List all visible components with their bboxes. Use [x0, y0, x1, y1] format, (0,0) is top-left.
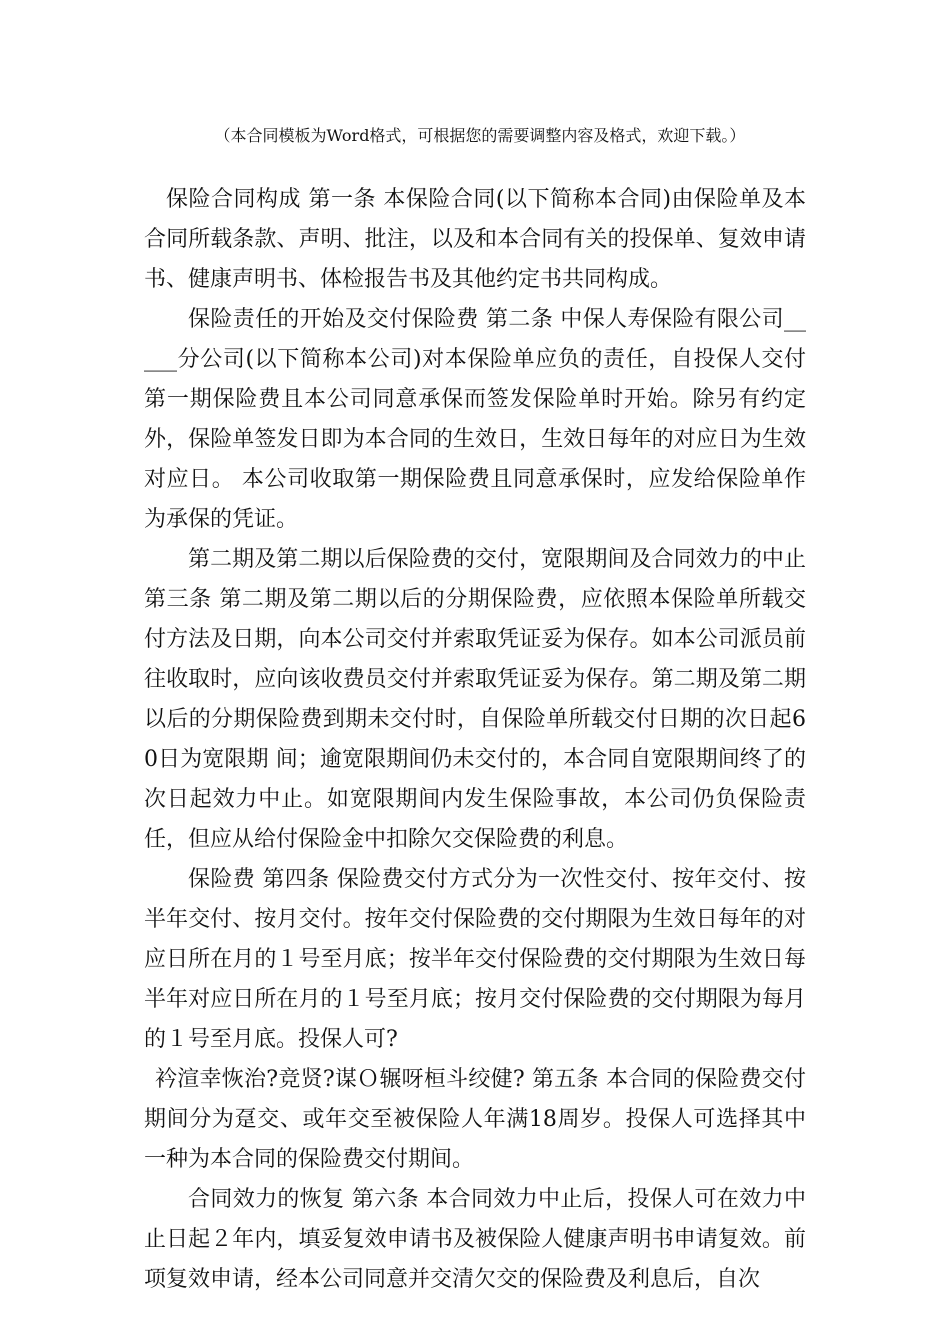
paragraph-liability-start: 保险责任的开始及交付保险费 第二条 中保人寿保险有限公司_____分公司(以下简称本公司)对本保险单应负的责任，自投保人交付第一期保险费且本公司同意承保而签发保险单时开始。除另有约定外，保险单签发日即为本合同的生效日，生效日每年的对应日为生效对应日。 本公司收取第一期保险费且同意承保时，应发给保险单作为承保的凭证。 — [144, 307, 806, 532]
contract-body — [144, 180, 806, 1300]
paragraph-reinstatement: 合同效力的恢复 第六条 本合同效力中止后，投保人可在效力中止日起２年内，填妥复效申请书及被保险人健康声明书申请复效。前项复效申请，经本公司同意并交清欠交的保险费及利息后，自次 — [144, 1187, 806, 1292]
paragraph-grace-period: 第二期及第二期以后保险费的交付，宽限期间及合同效力的中止 第三条 第二期及第二期以后的分期保险费，应依照本保险单所载交付方法及日期，向本公司交付并索取凭证妥为保存。如本公司派员前往收取时，应向该收费员交付并索取凭证妥为保存。第二期及第二期以后的分期保险费到期未交付时，自保险单所载交付日期的次日起60日为宽限期 间；逾宽限期间仍未交付的，本合同自宽限期间终了的次日起效力中止。如宽限期间内发生保险事故，本公司仍负保险责任，但应从给付保险金中扣除欠交保险费的利息。 — [144, 547, 806, 852]
paragraph-premium-payment: 保险费 第四条 保险费交付方式分为一次性交付、按年交付、按半年交付、按月交付。按年交付保险费的交付期限为生效日每年的对应日所在月的１号至月底；按半年交付保险费的交付期限为生效日每半年对应日所在月的１号至月底；按月交付保险费的交付期限为每月的１号至月底。投保人可? — [144, 867, 806, 1052]
template-note: （本合同模板为Word格式，可根据您的需要调整内容及格式，欢迎下载。） — [214, 126, 746, 145]
paragraph-payment-period: 衿渲幸恢治?竞贤?谋Ｏ辗呀桓斗绞健? 第五条 本合同的保险费交付期间分为趸交、或年交至被保险人年满18周岁。投保人可选择其中一种为本合同的保险费交付期间。 — [144, 1067, 806, 1172]
paragraph-contract-composition: 保险合同构成 第一条 本保险合同(以下简称本合同)由保险单及本合同所载条款、声明、批注，以及和本合同有关的投保单、复效申请书、健康声明书、体检报告书及其他约定书共同构成。 — [144, 187, 806, 292]
